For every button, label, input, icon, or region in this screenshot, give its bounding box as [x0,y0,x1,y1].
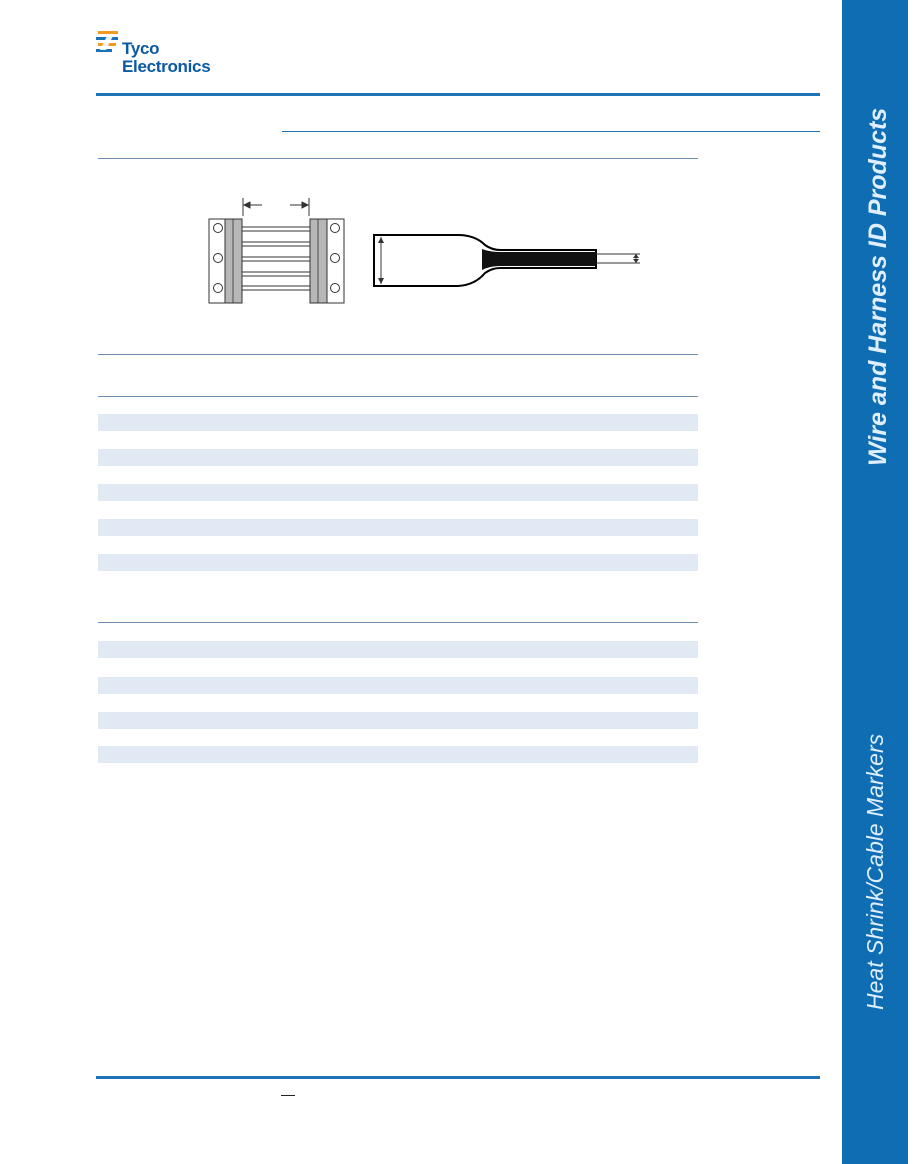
table-row [98,746,698,763]
table1-header-rule [98,396,698,397]
table-row [98,712,698,729]
table-row [98,677,698,694]
table-row [98,554,698,571]
logo-text [122,40,210,76]
sleeve-diagram [374,235,640,286]
logo-line2: Electronics [122,57,211,76]
table-row [98,484,698,501]
logo-mark-icon [96,28,124,56]
table2-header-rule [98,622,698,623]
table1-top-rule [98,354,698,355]
subheader-rule [282,131,820,132]
table-row [98,414,698,431]
sideband-subtitle: Heat Shrink/Cable Markers [862,733,888,1010]
table-row [98,449,698,466]
marker-strip-fixture [209,198,344,303]
footer-rule [96,1076,820,1079]
company-logo [96,28,246,84]
footer-dash [281,1095,295,1096]
header-rule [96,93,820,96]
section-rule-top [98,158,698,159]
table-row [98,519,698,536]
product-diagram [200,190,660,315]
table-row [98,641,698,658]
sideband-title: Wire and Harness ID Products [864,107,892,466]
logo-line1: Tyco [122,39,160,58]
